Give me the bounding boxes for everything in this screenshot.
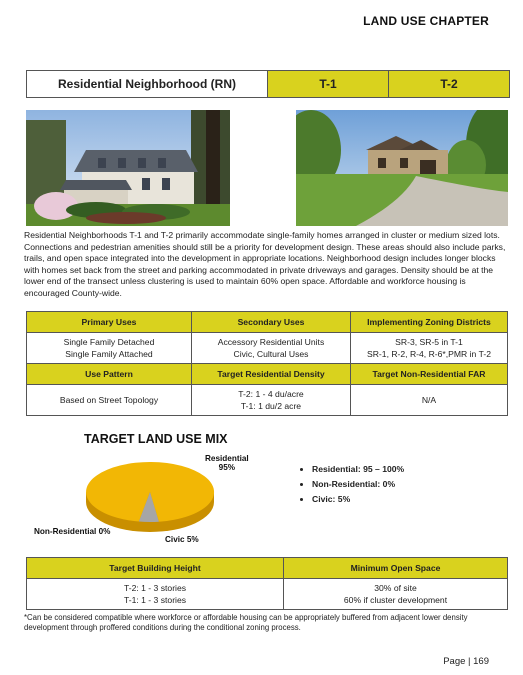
nonresidential-label: Non-Residential 0%	[34, 527, 111, 536]
house-photo-left	[26, 110, 230, 226]
secondary-use: Civic, Cultural Uses	[233, 349, 309, 359]
district-description: Residential Neighborhoods T-1 and T-2 primarily accommodate single-family homes arranged in cluster or medium sized lots. Connections and pedestrian amenities should still be a priority for development design. These areas should also include parks, trails, and open space integrated into the development in appropriate locations. Neighborhood design includes longer blocks with homes set back from the street and parking accommodated in private driveways and garages. Density should be at the lower end of the transect unless clustering is used to maintain 60% open space. Affordable and workforce housing is encouraged County-wide.	[24, 230, 506, 298]
page-number: Page | 169	[443, 656, 489, 667]
house-photo-right	[296, 110, 508, 226]
residential-density-cell	[192, 385, 351, 416]
header-use-pattern: Use Pattern	[27, 364, 192, 385]
transect-t2: T-2	[388, 71, 509, 97]
height-openspace-table	[26, 557, 508, 610]
footnote: *Can be considered compatible where workforce or affordable housing can be appropriately buffered from adjacent lower density development through proffered conditions during the conditional zoning process.	[24, 613, 468, 632]
zoning-districts-cell	[351, 333, 508, 364]
density-value: T-2: 1 - 4 du/acre	[238, 389, 304, 399]
header-open-space: Minimum Open Space	[284, 558, 508, 579]
secondary-use: Accessory Residential Units	[217, 337, 325, 347]
primary-use: Single Family Attached	[65, 349, 153, 359]
legend-item-residential: • Residential: 95 – 100%	[312, 464, 404, 474]
open-space-value: 60% if cluster development	[343, 595, 448, 605]
open-space-cell	[284, 579, 508, 610]
height-value: T-1: 1 - 3 stories	[123, 595, 187, 605]
header-secondary-uses: Secondary Uses	[192, 312, 351, 333]
transect-t1: T-1	[268, 71, 388, 97]
legend-item-civic: • Civic: 5%	[312, 494, 404, 504]
primary-uses-cell	[27, 333, 192, 364]
header-nonresidential-far: Target Non-Residential FAR	[351, 364, 508, 385]
density-value: T-1: 1 du/2 acre	[240, 401, 302, 411]
residential-label-name: Residential	[205, 454, 249, 463]
header-building-height: Target Building Height	[27, 558, 284, 579]
primary-use: Single Family Detached	[63, 337, 155, 347]
use-pattern-cell: Based on Street Topology	[27, 385, 192, 416]
zoning-district: SR-1, R-2, R-4, R-6*,PMR in T-2	[366, 349, 491, 359]
uses-table	[26, 311, 508, 416]
chapter-title: LAND USE CHAPTER	[363, 14, 489, 28]
secondary-uses-cell	[192, 333, 351, 364]
land-use-pie-chart	[80, 454, 220, 538]
district-header-table	[26, 70, 510, 98]
header-primary-uses: Primary Uses	[27, 312, 192, 333]
header-zoning-districts: Implementing Zoning Districts	[351, 312, 508, 333]
residential-label-value: 95%	[218, 463, 236, 472]
open-space-value: 30% of site	[374, 583, 417, 593]
residential-label	[205, 454, 249, 472]
legend-item-nonresidential: • Non-Residential: 0%	[312, 479, 404, 489]
civic-label: Civic 5%	[165, 535, 199, 544]
district-name: Residential Neighborhood (RN)	[27, 71, 268, 97]
zoning-district: SR-3, SR-5 in T-1	[395, 337, 463, 347]
nonresidential-far-cell: N/A	[351, 385, 508, 416]
land-use-mix-title: TARGET LAND USE MIX	[84, 432, 228, 446]
header-residential-density: Target Residential Density	[192, 364, 351, 385]
building-height-cell	[27, 579, 284, 610]
height-value: T-2: 1 - 3 stories	[123, 583, 187, 593]
land-use-legend	[300, 464, 404, 509]
